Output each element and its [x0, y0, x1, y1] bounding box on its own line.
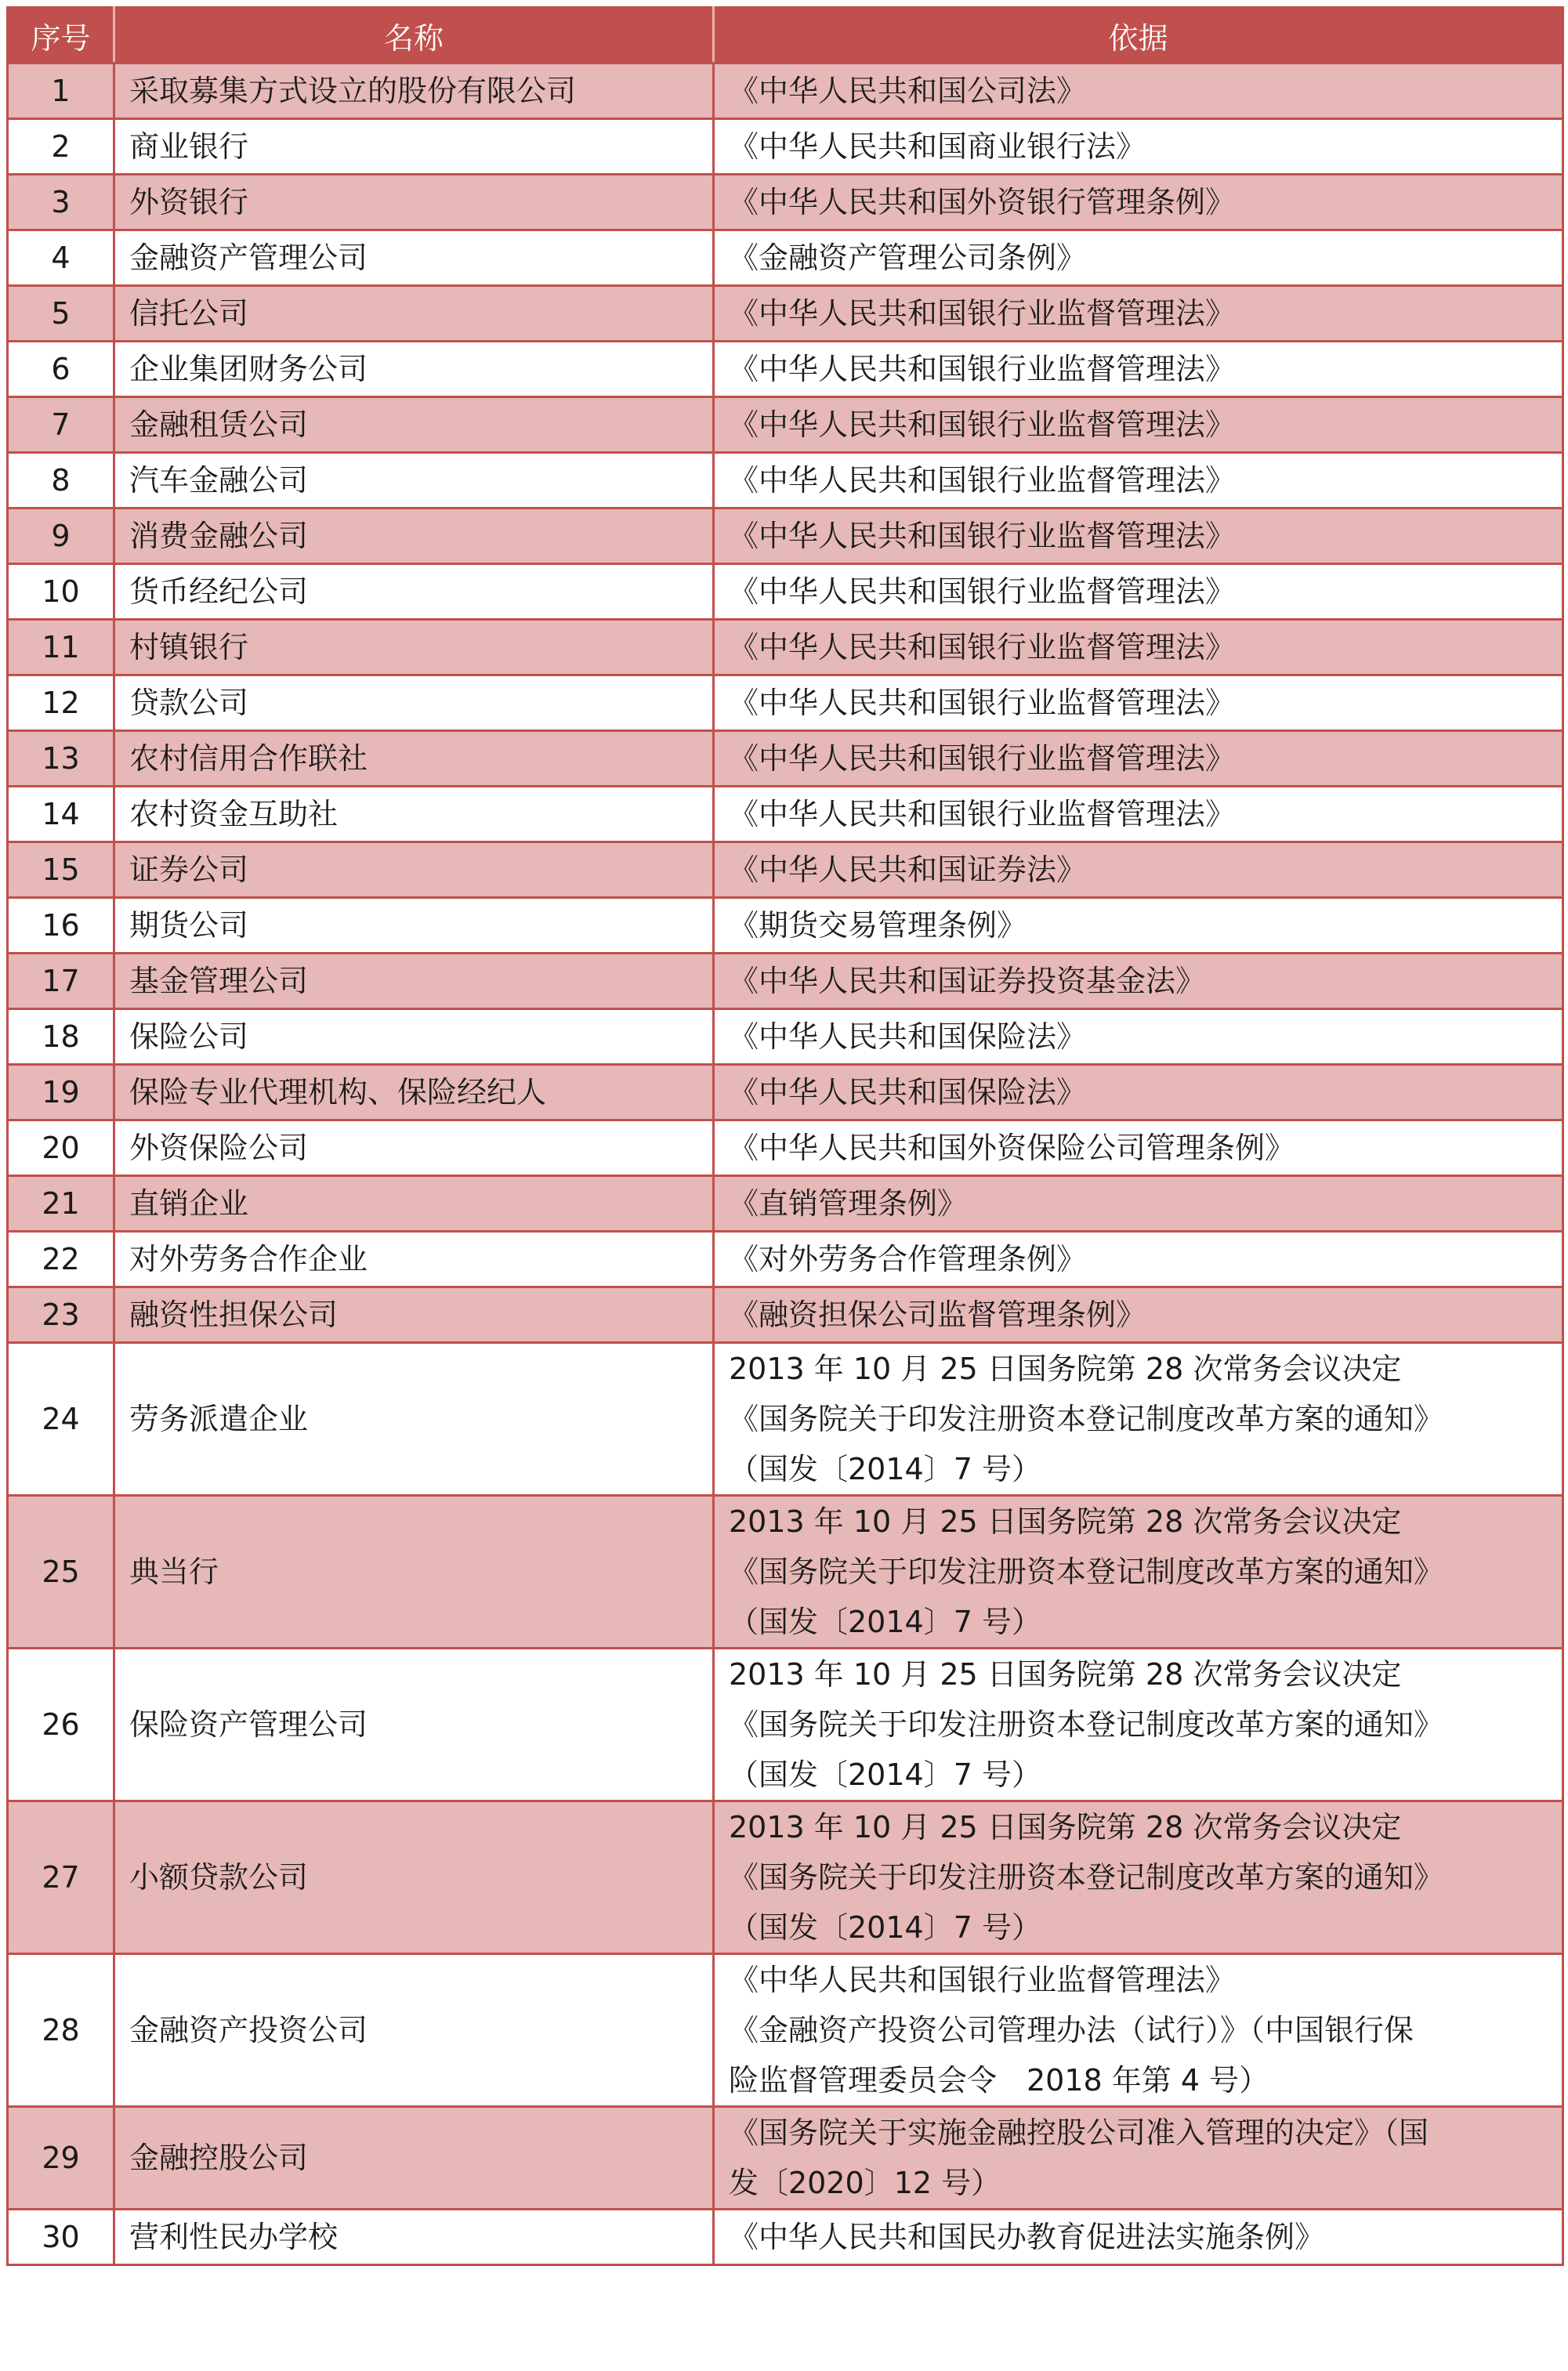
row-serial-number: 13 — [8, 731, 114, 787]
legal-basis-line: 《中华人民共和国公司法》 — [729, 74, 1087, 108]
row-serial-number: 9 — [8, 509, 114, 564]
registered-capital-basis-table — [6, 6, 1564, 2266]
legal-basis-line: 《中华人民共和国保险法》 — [729, 1019, 1087, 1054]
header-row — [8, 8, 1563, 63]
table-row — [8, 1065, 1563, 1120]
legal-basis-line: 《中华人民共和国银行业监督管理法》 — [729, 352, 1236, 386]
legal-basis-line: 《国务院关于印发注册资本登记制度改革方案的通知》 — [729, 1402, 1444, 1436]
row-legal-basis — [714, 842, 1563, 898]
table-row — [8, 1801, 1563, 1954]
row-serial-number: 4 — [8, 230, 114, 286]
legal-basis-line: 《中华人民共和国银行业监督管理法》 — [729, 519, 1236, 553]
row-legal-basis — [714, 63, 1563, 119]
row-legal-basis — [714, 119, 1563, 175]
legal-basis-line: 2013 年 10 月 25 日国务院第 28 次常务会议决定 — [729, 1810, 1402, 1844]
row-entity-name: 典当行 — [114, 1496, 714, 1649]
row-serial-number: 21 — [8, 1176, 114, 1232]
row-serial-number: 17 — [8, 954, 114, 1009]
row-entity-name: 村镇银行 — [114, 620, 714, 675]
legal-basis-line: 《国务院关于印发注册资本登记制度改革方案的通知》 — [729, 1555, 1444, 1589]
row-entity-name: 外资保险公司 — [114, 1120, 714, 1176]
row-entity-name: 企业集团财务公司 — [114, 342, 714, 397]
row-serial-number: 19 — [8, 1065, 114, 1120]
row-serial-number: 30 — [8, 2210, 114, 2265]
row-legal-basis — [714, 230, 1563, 286]
row-legal-basis — [714, 787, 1563, 842]
table-row — [8, 175, 1563, 230]
row-legal-basis — [714, 1065, 1563, 1120]
legal-basis-line: 《中华人民共和国银行业监督管理法》 — [729, 797, 1236, 831]
row-serial-number: 24 — [8, 1343, 114, 1496]
table-row — [8, 509, 1563, 564]
legal-basis-line: （国发〔2014〕7 号） — [729, 1452, 1041, 1486]
table-row — [8, 1649, 1563, 1801]
legal-basis-line: （国发〔2014〕7 号） — [729, 1605, 1041, 1639]
row-serial-number: 29 — [8, 2107, 114, 2210]
row-serial-number: 7 — [8, 397, 114, 453]
legal-basis-line: （国发〔2014〕7 号） — [729, 1757, 1041, 1792]
legal-basis-line: 《中华人民共和国银行业监督管理法》 — [729, 686, 1236, 720]
row-serial-number: 18 — [8, 1009, 114, 1065]
legal-basis-line: 2013 年 10 月 25 日国务院第 28 次常务会议决定 — [729, 1352, 1402, 1386]
row-legal-basis — [714, 898, 1563, 954]
row-entity-name: 对外劳务合作企业 — [114, 1232, 714, 1287]
row-legal-basis — [714, 675, 1563, 731]
row-entity-name: 采取募集方式设立的股份有限公司 — [114, 63, 714, 119]
row-entity-name: 基金管理公司 — [114, 954, 714, 1009]
legal-basis-line: 《中华人民共和国外资银行管理条例》 — [729, 185, 1236, 219]
row-serial-number: 11 — [8, 620, 114, 675]
row-legal-basis — [714, 1176, 1563, 1232]
row-legal-basis — [714, 286, 1563, 342]
row-entity-name: 金融资产管理公司 — [114, 230, 714, 286]
table-row — [8, 1176, 1563, 1232]
row-entity-name: 小额贷款公司 — [114, 1801, 714, 1954]
header-serial-number: 序号 — [8, 8, 114, 63]
row-serial-number: 25 — [8, 1496, 114, 1649]
row-serial-number: 14 — [8, 787, 114, 842]
row-serial-number: 6 — [8, 342, 114, 397]
table-row — [8, 1009, 1563, 1065]
row-legal-basis — [714, 564, 1563, 620]
row-legal-basis — [714, 1232, 1563, 1287]
legal-basis-line: 《中华人民共和国证券投资基金法》 — [729, 964, 1206, 998]
legal-basis-line: 《直销管理条例》 — [729, 1186, 968, 1221]
row-entity-name: 农村信用合作联社 — [114, 731, 714, 787]
row-legal-basis — [714, 1287, 1563, 1343]
legal-basis-line: 《中华人民共和国银行业监督管理法》 — [729, 1963, 1236, 1997]
legal-basis-line: 《国务院关于印发注册资本登记制度改革方案的通知》 — [729, 1707, 1444, 1742]
row-serial-number: 12 — [8, 675, 114, 731]
row-entity-name: 货币经纪公司 — [114, 564, 714, 620]
row-entity-name: 金融租赁公司 — [114, 397, 714, 453]
table-row — [8, 342, 1563, 397]
row-entity-name: 信托公司 — [114, 286, 714, 342]
table-row — [8, 397, 1563, 453]
legal-basis-line: （国发〔2014〕7 号） — [729, 1910, 1041, 1945]
table-row — [8, 2107, 1563, 2210]
legal-basis-line: 险监督管理委员会令 2018 年第 4 号） — [729, 2063, 1269, 2098]
row-legal-basis — [714, 397, 1563, 453]
table-row — [8, 898, 1563, 954]
row-legal-basis — [714, 1954, 1563, 2107]
legal-basis-line: 《中华人民共和国银行业监督管理法》 — [729, 574, 1236, 609]
row-entity-name: 保险公司 — [114, 1009, 714, 1065]
row-serial-number: 27 — [8, 1801, 114, 1954]
table-row — [8, 1232, 1563, 1287]
legal-basis-line: 《中华人民共和国证券法》 — [729, 852, 1087, 887]
row-serial-number: 3 — [8, 175, 114, 230]
table-row — [8, 286, 1563, 342]
row-entity-name: 期货公司 — [114, 898, 714, 954]
row-serial-number: 16 — [8, 898, 114, 954]
legal-basis-line: 《中华人民共和国保险法》 — [729, 1075, 1087, 1109]
row-legal-basis — [714, 1343, 1563, 1496]
table-row — [8, 1120, 1563, 1176]
legal-basis-line: 《融资担保公司监督管理条例》 — [729, 1298, 1146, 1332]
row-entity-name: 农村资金互助社 — [114, 787, 714, 842]
table-row — [8, 1287, 1563, 1343]
row-legal-basis — [714, 342, 1563, 397]
row-serial-number: 5 — [8, 286, 114, 342]
row-entity-name: 保险资产管理公司 — [114, 1649, 714, 1801]
table-row — [8, 2210, 1563, 2265]
table-body — [8, 63, 1563, 2265]
legal-basis-line: 《中华人民共和国银行业监督管理法》 — [729, 741, 1236, 776]
legal-basis-line: 《期货交易管理条例》 — [729, 908, 1027, 943]
header-basis: 依据 — [714, 8, 1563, 63]
row-entity-name: 证券公司 — [114, 842, 714, 898]
row-serial-number: 10 — [8, 564, 114, 620]
row-serial-number: 8 — [8, 453, 114, 509]
row-serial-number: 15 — [8, 842, 114, 898]
row-serial-number: 22 — [8, 1232, 114, 1287]
row-entity-name: 消费金融公司 — [114, 509, 714, 564]
table-row — [8, 954, 1563, 1009]
row-serial-number: 20 — [8, 1120, 114, 1176]
row-legal-basis — [714, 1009, 1563, 1065]
legal-basis-line: 2013 年 10 月 25 日国务院第 28 次常务会议决定 — [729, 1657, 1402, 1692]
legal-basis-line: 2013 年 10 月 25 日国务院第 28 次常务会议决定 — [729, 1504, 1402, 1539]
legal-basis-line: 《中华人民共和国银行业监督管理法》 — [729, 296, 1236, 331]
table-row — [8, 675, 1563, 731]
row-serial-number: 23 — [8, 1287, 114, 1343]
table-header — [8, 8, 1563, 63]
header-name: 名称 — [114, 8, 714, 63]
row-serial-number: 28 — [8, 1954, 114, 2107]
legal-basis-line: 《国务院关于印发注册资本登记制度改革方案的通知》 — [729, 1860, 1444, 1895]
legal-basis-line: 《中华人民共和国外资保险公司管理条例》 — [729, 1131, 1295, 1165]
table-row — [8, 620, 1563, 675]
row-legal-basis — [714, 620, 1563, 675]
table-row — [8, 63, 1563, 119]
legal-basis-line: 《中华人民共和国民办教育促进法实施条例》 — [729, 2220, 1325, 2254]
row-legal-basis — [714, 1649, 1563, 1801]
row-legal-basis — [714, 453, 1563, 509]
legal-basis-line: 《国务院关于实施金融控股公司准入管理的决定》（国 — [729, 2116, 1429, 2150]
row-serial-number: 1 — [8, 63, 114, 119]
legal-basis-line: 《对外劳务合作管理条例》 — [729, 1242, 1087, 1276]
row-entity-name: 外资银行 — [114, 175, 714, 230]
row-entity-name: 商业银行 — [114, 119, 714, 175]
row-entity-name: 直销企业 — [114, 1176, 714, 1232]
table-row — [8, 564, 1563, 620]
row-entity-name: 贷款公司 — [114, 675, 714, 731]
row-legal-basis — [714, 731, 1563, 787]
row-entity-name: 金融资产投资公司 — [114, 1954, 714, 2107]
table-row — [8, 1496, 1563, 1649]
table-row — [8, 230, 1563, 286]
legal-basis-line: 《中华人民共和国银行业监督管理法》 — [729, 463, 1236, 498]
row-legal-basis — [714, 1120, 1563, 1176]
row-legal-basis — [714, 1801, 1563, 1954]
row-entity-name: 保险专业代理机构、保险经纪人 — [114, 1065, 714, 1120]
row-entity-name: 金融控股公司 — [114, 2107, 714, 2210]
table-row — [8, 787, 1563, 842]
legal-basis-line: 发〔2020〕12 号） — [729, 2166, 1001, 2200]
basis-table-container — [6, 6, 1562, 2266]
legal-basis-line: 《中华人民共和国商业银行法》 — [729, 129, 1146, 164]
table-row — [8, 731, 1563, 787]
table-row — [8, 1343, 1563, 1496]
row-legal-basis — [714, 2107, 1563, 2210]
table-row — [8, 453, 1563, 509]
legal-basis-line: 《金融资产投资公司管理办法（试行）》（中国银行保 — [729, 2013, 1414, 2047]
row-entity-name: 劳务派遣企业 — [114, 1343, 714, 1496]
row-entity-name: 营利性民办学校 — [114, 2210, 714, 2265]
row-legal-basis — [714, 2210, 1563, 2265]
row-legal-basis — [714, 175, 1563, 230]
row-serial-number: 26 — [8, 1649, 114, 1801]
row-legal-basis — [714, 954, 1563, 1009]
legal-basis-line: 《金融资产管理公司条例》 — [729, 241, 1087, 275]
table-row — [8, 119, 1563, 175]
legal-basis-line: 《中华人民共和国银行业监督管理法》 — [729, 630, 1236, 664]
row-legal-basis — [714, 1496, 1563, 1649]
legal-basis-line: 《中华人民共和国银行业监督管理法》 — [729, 407, 1236, 442]
row-serial-number: 2 — [8, 119, 114, 175]
row-entity-name: 汽车金融公司 — [114, 453, 714, 509]
row-legal-basis — [714, 509, 1563, 564]
row-entity-name: 融资性担保公司 — [114, 1287, 714, 1343]
table-row — [8, 1954, 1563, 2107]
table-row — [8, 842, 1563, 898]
